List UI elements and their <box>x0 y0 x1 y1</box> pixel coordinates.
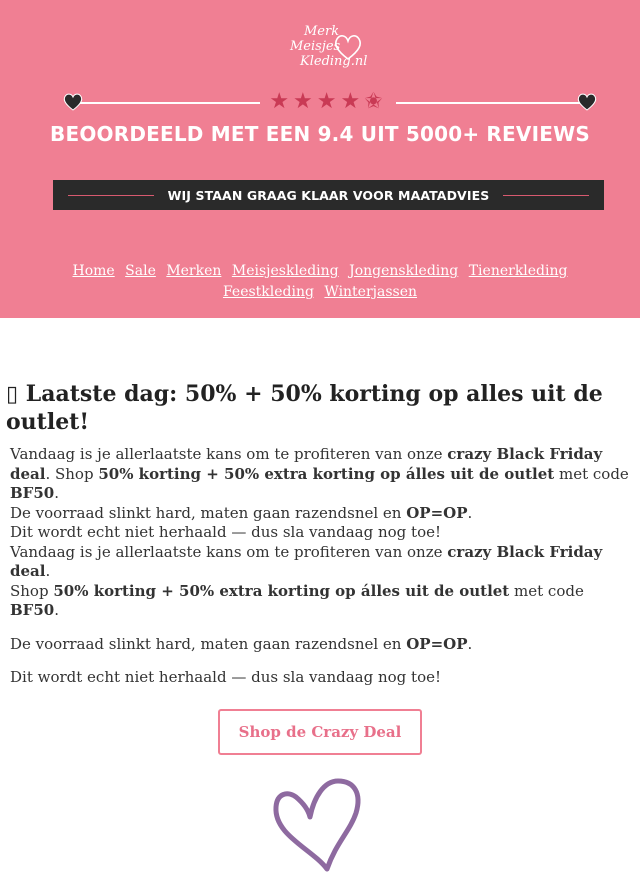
nav-link-merken[interactable]: Merken <box>166 263 222 279</box>
nav-link-winterjassen[interactable]: Winterjassen <box>324 284 418 300</box>
site-logo[interactable] <box>290 24 372 76</box>
nav-link-meisjeskleding[interactable]: Meisjeskleding <box>231 263 339 279</box>
heart-icon <box>576 92 598 112</box>
footer-logo <box>6 777 634 877</box>
article-title <box>6 380 634 436</box>
paragraph: Vandaag is je allerlaatste kans om te profiteren van onze crazy Black Friday deal. Shop 50% korting + 50% extra korting op álles uit de outlet met code BF50. <box>10 445 629 502</box>
rating-stars: ★★★★✬ <box>260 90 396 114</box>
reviews-headline: BEOORDEELD MET EEN 9.4 UIT 5000+ REVIEWS <box>50 122 590 146</box>
advice-bar <box>53 180 604 210</box>
article-body <box>6 445 634 688</box>
paragraph: Dit wordt echt niet herhaald — dus sla vandaag nog toe! <box>10 668 442 686</box>
title-text: Laatste dag: 50% + 50% korting op alles uit de outlet! <box>6 381 603 435</box>
divider <box>68 195 154 196</box>
advice-text: WIJ STAAN GRAAG KLAAR VOOR MAATADVIES <box>167 187 490 203</box>
main-content <box>0 318 640 877</box>
nav-link-home[interactable]: Home <box>72 263 115 279</box>
paragraph: Shop 50% korting + 50% extra korting op álles uit de outlet met code BF50. <box>10 581 584 619</box>
heart-outline-icon <box>272 777 368 873</box>
nav-link-feestkleding[interactable]: Feestkleding <box>222 284 314 300</box>
paragraph: De voorraad slinkt hard, maten gaan razendsnel en OP=OP. <box>10 503 473 522</box>
nav-link-tienerkleding[interactable]: Tienerkleding <box>468 263 568 279</box>
divider <box>503 195 589 196</box>
nav-link-jongenskleding[interactable]: Jongenskleding <box>349 263 459 279</box>
title-icon: ▯ <box>6 381 19 407</box>
paragraph: Dit wordt echt niet herhaald — dus sla vandaag nog toe! <box>10 523 442 541</box>
logo-heart-icon <box>332 32 364 62</box>
rating-row <box>62 88 598 118</box>
paragraph: Vandaag is je allerlaatste kans om te profiteren van onze crazy Black Friday deal. <box>10 542 603 580</box>
main-nav <box>20 261 620 303</box>
logo-text: Merk Meisjes Kleding.nl <box>290 24 368 69</box>
nav-link-sale[interactable]: Sale <box>125 263 156 279</box>
shop-deal-button[interactable]: Shop de Crazy Deal <box>218 709 422 755</box>
site-header <box>0 0 640 318</box>
heart-icon <box>62 92 84 112</box>
cta-wrapper <box>6 709 634 755</box>
paragraph: De voorraad slinkt hard, maten gaan razendsnel en OP=OP. <box>10 634 473 653</box>
